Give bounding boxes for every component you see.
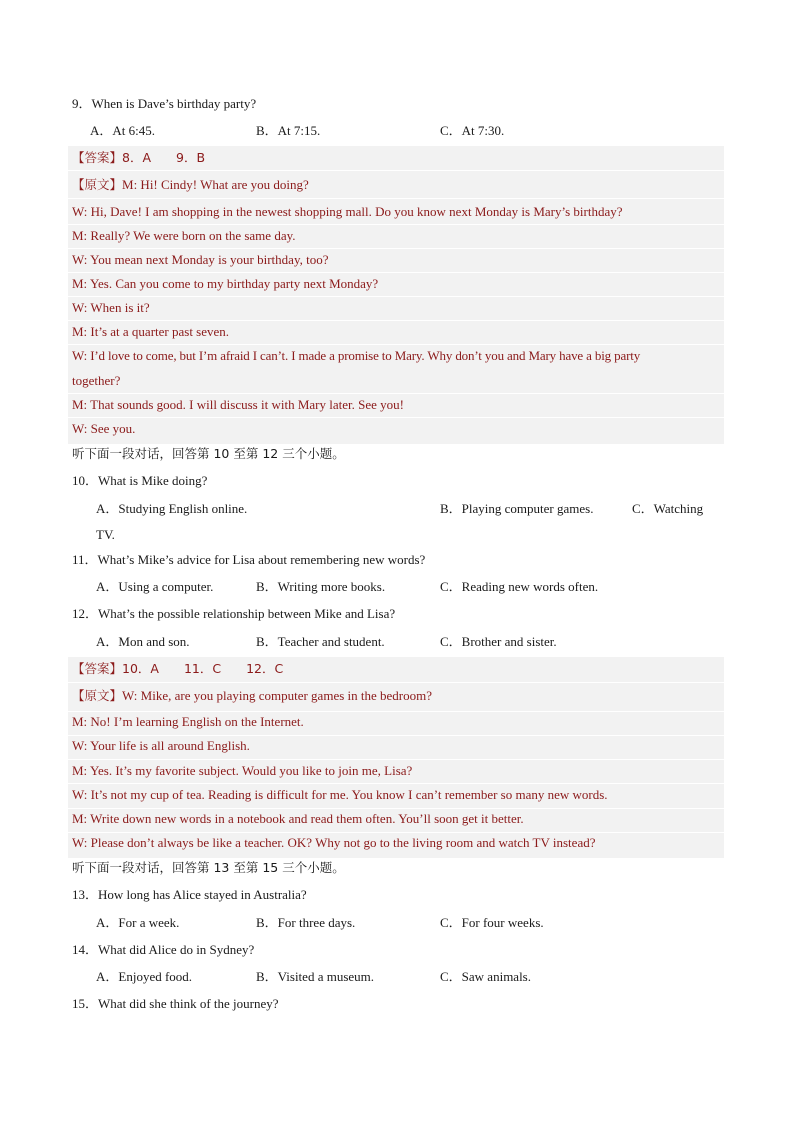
- transcript-line-2: W: Hi, Dave! I am shopping in the newest shopping mall. Do you know next Monday is Mary’s birthday?: [72, 204, 623, 219]
- transcript2-line-7: W: Please don’t always be like a teacher. OK? Why not go to the living room and watch TV instead?: [72, 835, 596, 850]
- q11-option-a: A．Using a computer.: [96, 579, 214, 594]
- separator: [68, 735, 724, 736]
- separator: [68, 682, 724, 683]
- q11-option-c: C．Reading new words often.: [440, 579, 599, 594]
- separator: [68, 711, 724, 712]
- separator: [68, 198, 724, 199]
- transcript-line-1: [72, 176, 309, 194]
- transcript-line-10: M: That sounds good. I will discuss it with Mary later. See you!: [72, 397, 404, 412]
- transcript2-line-2: M: No! I’m learning English on the Internet.: [72, 714, 304, 729]
- separator: [68, 808, 724, 809]
- transcript2-line-4: M: Yes. It’s my favorite subject. Would you like to join me, Lisa?: [72, 763, 413, 778]
- q13-option-c: C．For four weeks.: [440, 915, 544, 930]
- section-3-intro: 听下面一段对话，回答第 13 至第 15 三个小题。: [72, 860, 345, 875]
- transcript-line-3: M: Really? We were born on the same day.: [72, 228, 296, 243]
- question-9: 9．When is Dave’s birthday party?: [72, 96, 257, 111]
- q10-option-c-continued: TV.: [96, 527, 115, 542]
- q10-option-c: C．Watching: [632, 501, 704, 516]
- transcript-label: 【原文】: [72, 177, 123, 192]
- q14-option-a: A．Enjoyed food.: [96, 969, 193, 984]
- separator: [68, 170, 724, 171]
- transcript-text: W: Mike, are you playing computer games in the bedroom?: [122, 688, 432, 703]
- q10-option-a: A．Studying English online.: [96, 501, 248, 516]
- transcript-line-4: W: You mean next Monday is your birthday, too?: [72, 252, 329, 267]
- question-14: 14．What did Alice do in Sydney?: [72, 942, 255, 957]
- transcript-line-11: W: See you.: [72, 421, 136, 436]
- transcript-line-7: M: It’s at a quarter past seven.: [72, 324, 230, 339]
- transcript2-line-1: [72, 687, 432, 705]
- separator: [68, 320, 724, 321]
- q12-option-a: A．Mon and son.: [96, 634, 190, 649]
- q11-option-b: B．Writing more books.: [256, 579, 386, 594]
- transcript-line-8: W: I’d love to come, but I’m afraid I can’t. I made a promise to Mary. Why don’t you and Mary have a big party: [72, 348, 641, 363]
- q14-option-c: C．Saw animals.: [440, 969, 531, 984]
- separator: [68, 248, 724, 249]
- q12-option-b: B．Teacher and student.: [256, 634, 385, 649]
- separator: [68, 759, 724, 760]
- q10-option-b: B．Playing computer games.: [440, 501, 594, 516]
- transcript-label: 【原文】: [72, 688, 123, 703]
- separator: [68, 393, 724, 394]
- answer-key-1: 【答案】8．A 9．B: [72, 150, 206, 165]
- separator: [68, 224, 724, 225]
- question-11: 11．What’s Mike’s advice for Lisa about remembering new words?: [72, 552, 426, 567]
- transcript-line-5: M: Yes. Can you come to my birthday party next Monday?: [72, 276, 379, 291]
- separator: [68, 272, 724, 273]
- separator: [68, 832, 724, 833]
- q13-option-a: A．For a week.: [96, 915, 180, 930]
- transcript-line-9: together?: [72, 373, 121, 388]
- question-10: 10．What is Mike doing?: [72, 473, 208, 488]
- section-2-intro: 听下面一段对话，回答第 10 至第 12 三个小题。: [72, 446, 345, 461]
- question-12: 12．What’s the possible relationship between Mike and Lisa?: [72, 606, 396, 621]
- separator: [68, 783, 724, 784]
- transcript-text: M: Hi! Cindy! What are you doing?: [122, 177, 309, 192]
- transcript2-line-6: M: Write down new words in a notebook and read them often. You’ll soon get it better.: [72, 811, 524, 826]
- question-13: 13．How long has Alice stayed in Australia?: [72, 887, 307, 902]
- separator: [68, 296, 724, 297]
- transcript2-line-5: W: It’s not my cup of tea. Reading is difficult for me. You know I can’t remember so many new words.: [72, 787, 608, 802]
- q12-option-c: C．Brother and sister.: [440, 634, 557, 649]
- q9-option-b: B．At 7:15.: [256, 123, 321, 138]
- transcript-line-6: W: When is it?: [72, 300, 150, 315]
- separator: [68, 417, 724, 418]
- transcript2-line-3: W: Your life is all around English.: [72, 738, 250, 753]
- separator: [68, 344, 724, 345]
- q9-option-a: A．At 6:45.: [90, 123, 156, 138]
- q13-option-b: B．For three days.: [256, 915, 356, 930]
- q14-option-b: B．Visited a museum.: [256, 969, 375, 984]
- q9-option-c: C．At 7:30.: [440, 123, 505, 138]
- question-15: 15．What did she think of the journey?: [72, 996, 279, 1011]
- answer-key-2: 【答案】10．A 11．C 12．C: [72, 661, 284, 676]
